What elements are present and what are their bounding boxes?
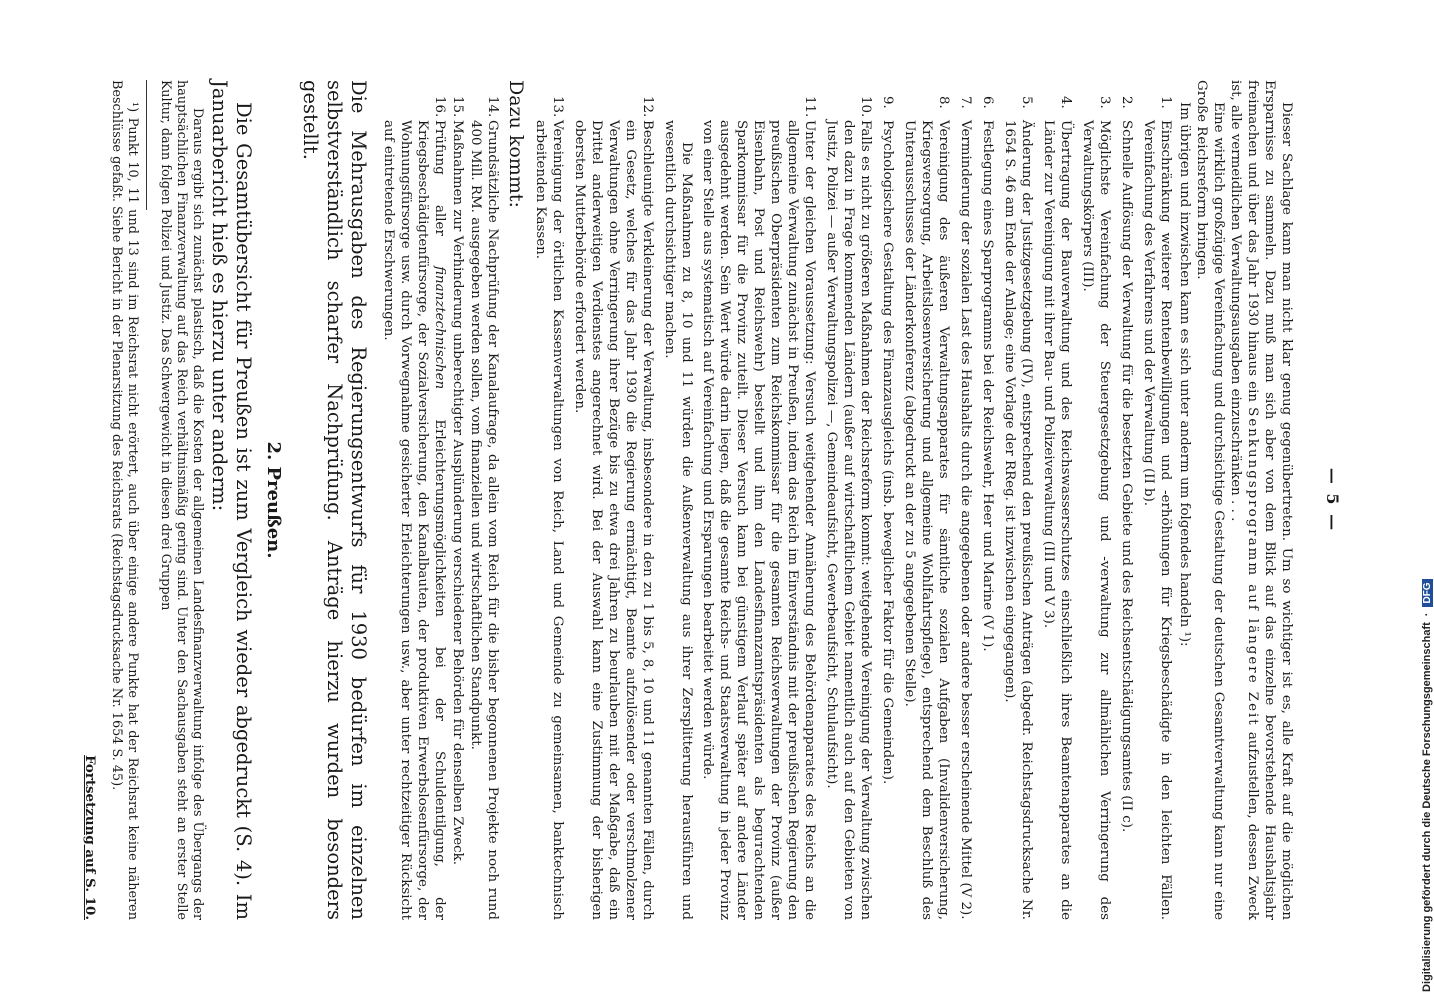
list-item: 6. Festlegung eines Sparprogramms bei der Reichswehr, Heer und Marine (V 1). — [980, 96, 995, 652]
intro-paragraph-3: Im übrigen und inzwischen kann es sich unter anderm um folgendes handeln ¹): — [1177, 102, 1192, 647]
list-item: 13. Vereinigung der örtlichen Kassenverwaltungen von Reich, Land und Gemeinde zu gemeinsamen, banktechnisch arbeitenden Kassen. — [533, 96, 565, 920]
list-item: 10. Falls es nicht zu größeren Maßnahmen der Reichsreform kommt: weitgehende Vereinigung der Verwaltung zwischen den dazu in Frage kommenden Ländern (außer auf wirtschaftlichem Gebiet namentlich auch auf den Gebieten von Justiz, Polizei — außer Verwaltungspolizei —, Gemeindeaufsicht, Gewerbeaufsicht, Schulaufsicht). — [824, 96, 873, 920]
list-item-note: Die Maßnahmen zu 8, 10 und 11 würden die Außenverwaltung aus ihrer Zersplitterung herausführen und wesentlich durchsichtiger machen. — [662, 120, 694, 920]
list-item: 16. Prüfung aller finanztechnischen Erleichterungsmöglichkeiten bei der Schuldentilgung, der Kriegsbeschädigtenfürsorge, der Sozialversicherung, den Kanalbauten, der produktiven Erwerbslosenfürsorge, der Wohnungsfürsorge usw. durch Vorwegnahme gesicherter Erleichterungen usw., aber unter rechtzeitiger Rücksicht auf eintretende Erschwerungen. — [381, 96, 447, 921]
list-item: 1. Einschränkung weiterer Rentenbewilligungen und -erhöhungen für Kriegsbeschädigte in den leichten Fällen. Vereinfachung des Verfahrens und der Verwaltung (II b). — [1141, 96, 1173, 920]
digitization-credit: Digitalisierung gefördert durch die Deutsche Forschungsgemeinschaft · DFG — [1421, 2, 1433, 992]
list-item: 7. Verminderung der sozialen Last des Haushalts durch die angegebenen oder andere besser erscheinende Mittel (V 2). — [958, 96, 973, 920]
list-item: 2. Schnelle Auflösung der Verwaltung für die besetzten Gebiete und des Reichsentschädigungsamtes (II c). — [1119, 96, 1134, 833]
closing-statement: Die Mehrausgaben des Regierungsentwurfs für 1930 bedürfen im einzelnen selbstverständlich scharfer Nachprüfung. Anträge hierzu wurden besonders gestellt. — [299, 80, 370, 920]
additional-measures-list — [380, 80, 501, 920]
list-item: 8. Vereinigung des äußeren Verwaltungsapparates für sämtliche sozialen Aufgaben (Invalidenversicherung, Kriegsversorgung, Arbeitslosenversicherung und allgemeine Wohlfahrtspflege), entsprechend dem Beschluß des Unterausschusses der Länderkonferenz (abgedruckt an der zu 5 angegebenen Stelle). — [902, 96, 951, 920]
list-item: 3. Möglichste Vereinfachung der Steuergesetzgebung und -verwaltung zur allmählichen Verringerung des Verwaltungskörpers (III). — [1080, 96, 1112, 920]
list-item: 11. Unter der gleichen Voraussetzung: Versuch weitgehender Annäherung des Behördenapparates des Reichs an die allgemeine Verwaltung zunächst in Preußen, indem das Reich im Einverständnis mit der preußischen Regierung den preußischen Oberpräsidenten zum Reichskommissar für die gesamten Reichsverwaltungen der Provinz (außer Eisenbahn, Post und Reichswehr) bestellt und ihm den Landesfinanzamtspräsidenten als beguтachtenden Sparkommissar für die Provinz zuteilt. Dieser Versuch kann bei günstigem Verlauf später auf andere Länder ausgedehnt werden. Sein Wert würde darin liegen, daß die gesamte Reichs- und Staatsverwaltung in jeder Provinz von einer Stelle aus systematisch auf Vereinfachung und Ersparungen bearbeitet werden würde. Die Maßnahmen zu 8, 10 und 11 würden die Außenverwaltung aus ihrer Zersplitterung herausführen und wesentlich durchsichtiger machen. — [662, 96, 817, 920]
intro-paragraph-1: Dieser Sachlage kann man nicht klar genug gegenübertreten. Um so wichtiger ist es, alle Kraft auf die möglichen Ersparnisse zu sammeln. Dazu muß man sich aber von dem Blick auf das einzelne bevorstehende Haushaltsjahr freimachen und über das Jahr 1930 hinaus ein Senkungsprogramm auf längere Zeit aufzustellen, dessen Zweck ist, alle vermeidlichen Verwaltungsausgaben einzuschränken . . . — [1228, 80, 1294, 920]
measures-list — [532, 80, 1174, 920]
preussen-paragraph: Die Gesamtübersicht für Preußen ist zum Vergleich wieder abgedruckt (S. 4). Im Januarbericht hieß es hierzu unter anderm: — [208, 80, 255, 920]
dfg-logo: DFG — [1422, 579, 1433, 606]
list-item: 14. Grundsätzliche Nachprüfung der Kanalaufrage, da allein vom Reich für die bisher begonnenen Projekte noch rund 400 Mill. RM. ausgegeben werden sollen, vom finanziellen und wirtschaftlichen Standpunkt. — [468, 96, 500, 920]
footnote-divider — [146, 80, 147, 210]
list-item: 5. Änderung der Justizgesetzgebung (IV), entsprechend den preußischen Anträgen (abgedr. Reichstagsdrucksache Nr. 1654 S. 46 am Ende der Anlage; eine Vorlage der RReg. ist inzwischen eingegangen). — [1002, 96, 1034, 920]
list-item: 12. Beschleunigte Verkleinerung der Verwaltung, insbesondere in den zu 1 bis 5, 8, 10 und 11 genannten Fällen, durch ein Gesetz, welches für das Jahr 1930 die Regierung ermächtigt, Beamte aufzulösender oder verschmolzener Verwaltungen ohne Verringerung ihrer Bezüge bis zu etwa drei Jahren zu beurlauben mit der Maßgabe, daß ein Drittel anderweitigen Verdienstes angerechnet wird. Bei der Auswahl kann eine Zustimmung der bisherigen obersten Mutterbehörde erfordert werden. — [572, 96, 655, 920]
continuation-note: Fortsetzung auf S. 10. — [82, 755, 98, 920]
page-number: — 5 — — [1323, 467, 1342, 533]
list-item: 15. Maßnahmen zur Verhinderung unberechtigter Ausplünderung verschiedener Behörden für denselben Zweck. — [450, 96, 465, 866]
footnote: ¹) Punkt 10, 11 und 13 sind im Reichsrat nicht erörtert, auch über einige andere Punkte hat der Reichsrat keine näheren Beschlüsse gefaßt. Siehe Bericht in der Plenarsitzung des Reichsrats (Reichstagsdrucksache Nr. 1654 S. 45). — [109, 80, 140, 920]
dazu-kommt-heading: Dazu kommt: — [505, 80, 527, 208]
list-item: 4. Übertragung der Bauverwaltung und des Reichswasserschutzes einschließlich ihres Beamtenapparates an die Länder zur Vereinigung mit ihrer Bau- und Polizeiverwaltung (III und V 3). — [1041, 96, 1073, 920]
list-item: 9. Psychologischere Gestaltung des Finanzausgleichs (insb. beweglicher Faktor für die Gemeinden). — [880, 96, 895, 785]
intro-paragraph-2: Eine wirklich großzügige Vereinfachung und durchsichtige Gestaltung der deutschen Gesamtverwaltung kann nur eine Große Reichsreform bringen. — [1194, 80, 1226, 920]
document-page — [40, 0, 1380, 1000]
preussen-quote: Daraus ergibt sich zunächst plastisch, daß die Kosten der allgemeinen Landesfinanzverwaltung infolge des Übergangs der hauptsächlichen Finanzverwaltung auf das Reich verhältnismäßig gering sind. Unter den Sachausgaben steht an erster Stelle Kultur, dann folgen Polizei und Justiz. Das Schwergewicht in diesen drei Gruppen — [158, 80, 205, 920]
section-heading: 2. Preußen. — [263, 441, 284, 559]
